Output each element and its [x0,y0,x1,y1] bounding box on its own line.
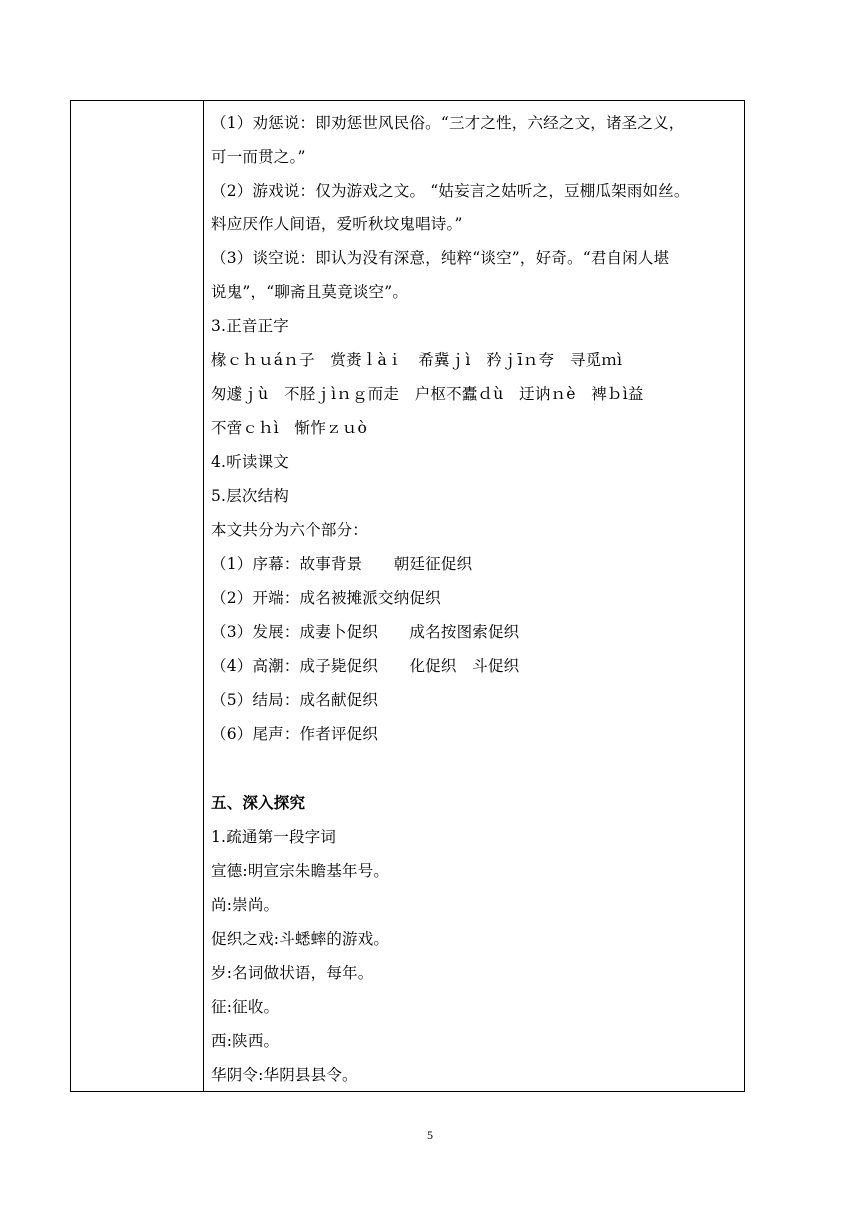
structure-item: （5）结局：成名献促织 [211,691,379,709]
text-line: 料应厌作人间语，爱听秋坟鬼唱诗。” [211,215,463,233]
gloss-line: 尚:崇尚。 [211,896,280,914]
left-column-cell [71,101,204,1091]
text-line: 4.听读课文 [211,453,289,471]
text-line: 1.疏通第一段字词 [211,828,337,846]
gloss-line: 华阴令:华阴县县令。 [211,1066,358,1084]
structure-item: （6）尾声：作者评促织 [211,725,379,743]
text-line: （3）谈空说：即认为没有深意，纯粹“谈空”，好奇。“君自闲人堪 [211,249,670,267]
pinyin-line: 椽ｃｈｕáｎ子 赏赉ｌàｉ 希冀ｊì 矜ｊīｎ夸 寻觅ｍì [211,351,623,369]
pinyin-line: 匆遽ｊù 不胫ｊìｎｇ而走 户枢不蠹ｄù 迂讷ｎè 裨ｂì益 [211,385,644,403]
text-line: （2）游戏说：仅为游戏之文。 “姑妄言之姑听之，豆棚瓜架雨如丝。 [211,182,690,200]
text-line: 可一而贯之。” [211,148,306,166]
text-line: 说鬼”，“聊斋且莫竟谈空”。 [211,283,409,301]
text-line: 3.正音正字 [211,317,289,335]
structure-item: （1）序幕：故事背景 朝廷征促织 [211,555,473,573]
gloss-line: 宣德:明宣宗朱瞻基年号。 [211,862,390,880]
gloss-line: 促织之戏:斗蟋蟀的游戏。 [211,930,390,948]
section-heading: 五、深入探究 [211,793,306,812]
lesson-table [70,100,745,1092]
pinyin-line: 不啻ｃｈì 惭怍ｚｕò [211,419,367,437]
text-line: 5.层次结构 [211,487,289,505]
structure-item: （2）开端：成名被摊派交纳促织 [211,589,441,607]
text-line: （1）劝惩说：即劝惩世风民俗。“三才之性，六经之文，诸圣之义， [211,114,685,132]
structure-item: （4）高潮：成子毙促织 化促织 斗促织 [211,657,520,675]
page-number: 5 [427,1128,433,1142]
gloss-line: 西:陕西。 [211,1032,280,1050]
gloss-line: 岁:名词做状语，每年。 [211,964,374,982]
text-line: 本文共分为六个部分： [211,521,369,539]
gloss-line: 征:征收。 [211,998,280,1016]
structure-item: （3）发展：成妻卜促织 成名按图索促织 [211,623,520,641]
